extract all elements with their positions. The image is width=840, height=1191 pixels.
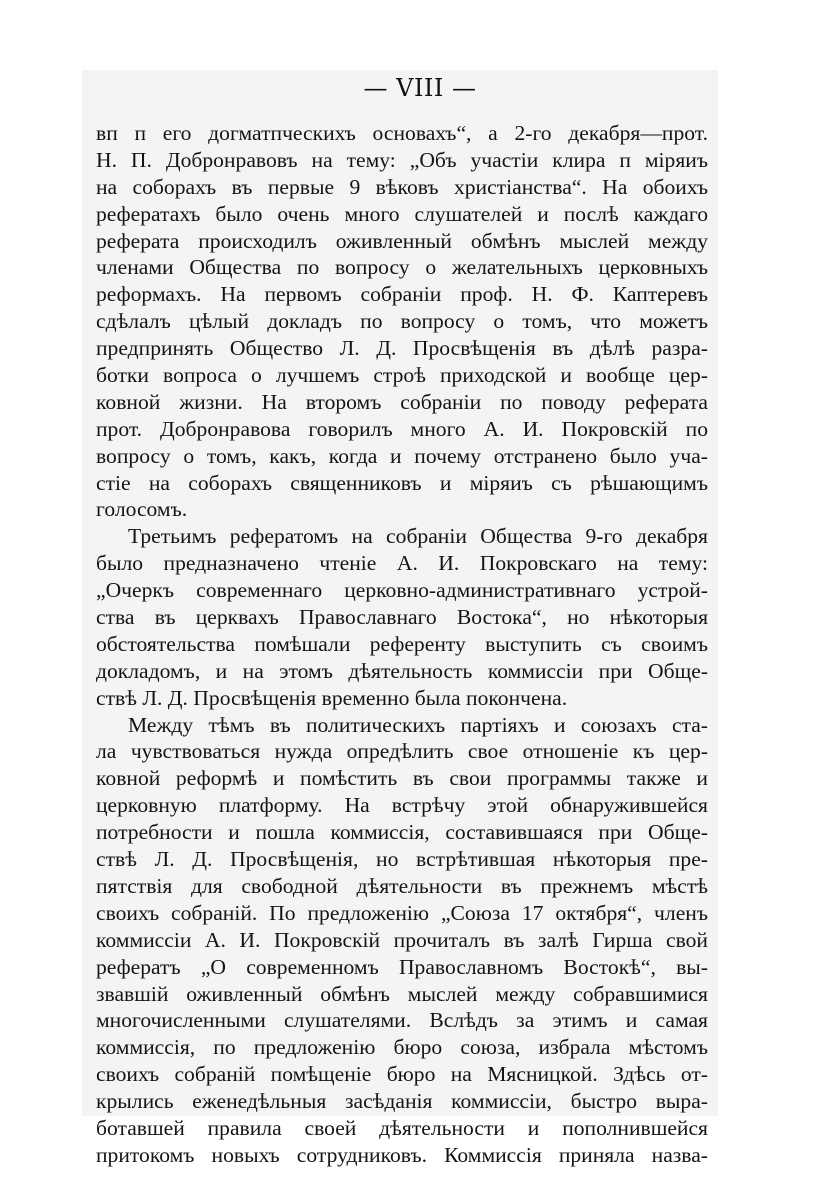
text-line: вопросу о томъ, какъ, когда и почему отстранено было уча-	[96, 443, 708, 468]
text-line: коммиссія, по предложенію бюро союза, избрала мѣстомъ	[96, 1035, 708, 1060]
text-line: реферата происходилъ оживленный обмѣнъ мыслей между	[96, 228, 708, 253]
text-line: пятствія для свободной дѣятельности въ прежнемъ мѣстѣ	[96, 873, 708, 898]
text-line: ботавшей правила своей дѣятельности и пополнившейся	[96, 1115, 708, 1140]
text-line: многочисленными слушателями. Вслѣдъ за этимъ и самая	[96, 1008, 708, 1033]
text-line: реформахъ. На первомъ собраніи проф. Н. Ф. Каптеревъ	[96, 282, 708, 307]
text-line: коммиссіи А. И. Покровскій прочиталъ въ залѣ Гирша свой	[96, 927, 708, 952]
text-line: Между тѣмъ въ политическихъ партіяхъ и союзахъ ста-	[128, 712, 708, 737]
text-line: предпринять Общество Л. Д. Просвѣщенія въ дѣлѣ разра-	[96, 336, 708, 361]
text-line: Третьимъ рефератомъ на собраніи Общества 9-го декабря	[128, 524, 708, 549]
text-line: голосомъ.	[96, 497, 188, 522]
text-line: было предназначено чтеніе А. И. Покровскаго на тему:	[96, 551, 708, 576]
text-line: „Очеркъ современнаго церковно-административнаго устрой-	[96, 578, 708, 603]
text-line: звавшій оживленный обмѣнъ мыслей между собравшимися	[96, 981, 708, 1006]
text-line: сдѣлалъ цѣлый докладъ по вопросу о томъ, что можетъ	[96, 309, 708, 334]
text-line: своихъ собраній. По предложенію „Союза 17 октября“, членъ	[96, 900, 708, 925]
text-line: своихъ собраній помѣщеніе бюро на Мясницкой. Здѣсь от-	[96, 1062, 708, 1087]
text-line: Н. П. Добронравовъ на тему: „Объ участіи клира п міряиъ	[96, 147, 708, 172]
text-line: вп п его догматпческихъ основахъ“, а 2-го декабря—прот.	[96, 121, 708, 145]
text-line: ковной реформѣ и помѣстить въ свои программы также и	[96, 766, 708, 791]
text-line: притокомъ новыхъ сотрудниковъ. Коммиссія приняла назва-	[96, 1142, 708, 1167]
text-line: церковную платформу. На встрѣчу этой обнаружившейся	[96, 793, 708, 818]
text-line: прот. Добронравова говорилъ много А. И. Покровскій по	[96, 416, 708, 441]
text-line: ствѣ Л. Д. Просвѣщенія временно была покончена.	[96, 685, 568, 710]
text-line: ствѣ Л. Д. Просвѣщенія, но встрѣтившая нѣкоторыя пре-	[96, 847, 708, 872]
text-line: ства въ церквахъ Православнаго Востока“, но нѣкоторыя	[96, 605, 708, 630]
text-line: рефератахъ было очень много слушателей и послѣ каждаго	[96, 201, 708, 226]
text-line: членами Общества по вопросу о желательныхъ церковныхъ	[96, 255, 708, 280]
text-line: крылись еженедѣльныя засѣданія коммиссіи, быстро выра-	[96, 1089, 708, 1114]
text-line: ковной жизни. На второмъ собраніи по поводу реферата	[96, 389, 708, 414]
text-line: ла чувствоваться нужда опредѣлить свое отношеніе къ цер-	[96, 739, 708, 764]
text-line: на соборахъ въ первые 9 вѣковъ христіанства“. На обоихъ	[96, 174, 708, 199]
text-line: стіе на соборахъ священниковъ и міряиъ съ рѣшающимъ	[96, 470, 708, 495]
page-number-header: — VIII —	[363, 74, 477, 102]
text-line: обстоятельства помѣшали референту выступить съ своимъ	[96, 631, 708, 656]
text-line: рефератъ „О современномъ Православномъ Востокѣ“, вы-	[96, 954, 708, 979]
text-line: докладомъ, и на этомъ дѣятельность коммиссіи при Обще-	[96, 658, 708, 683]
body-text	[96, 120, 708, 1169]
text-line: ботки вопроса о лучшемъ строѣ приходской и вообще цер-	[96, 363, 708, 388]
text-line: потребности и пошла коммиссія, составившаяся при Обще-	[96, 820, 708, 845]
